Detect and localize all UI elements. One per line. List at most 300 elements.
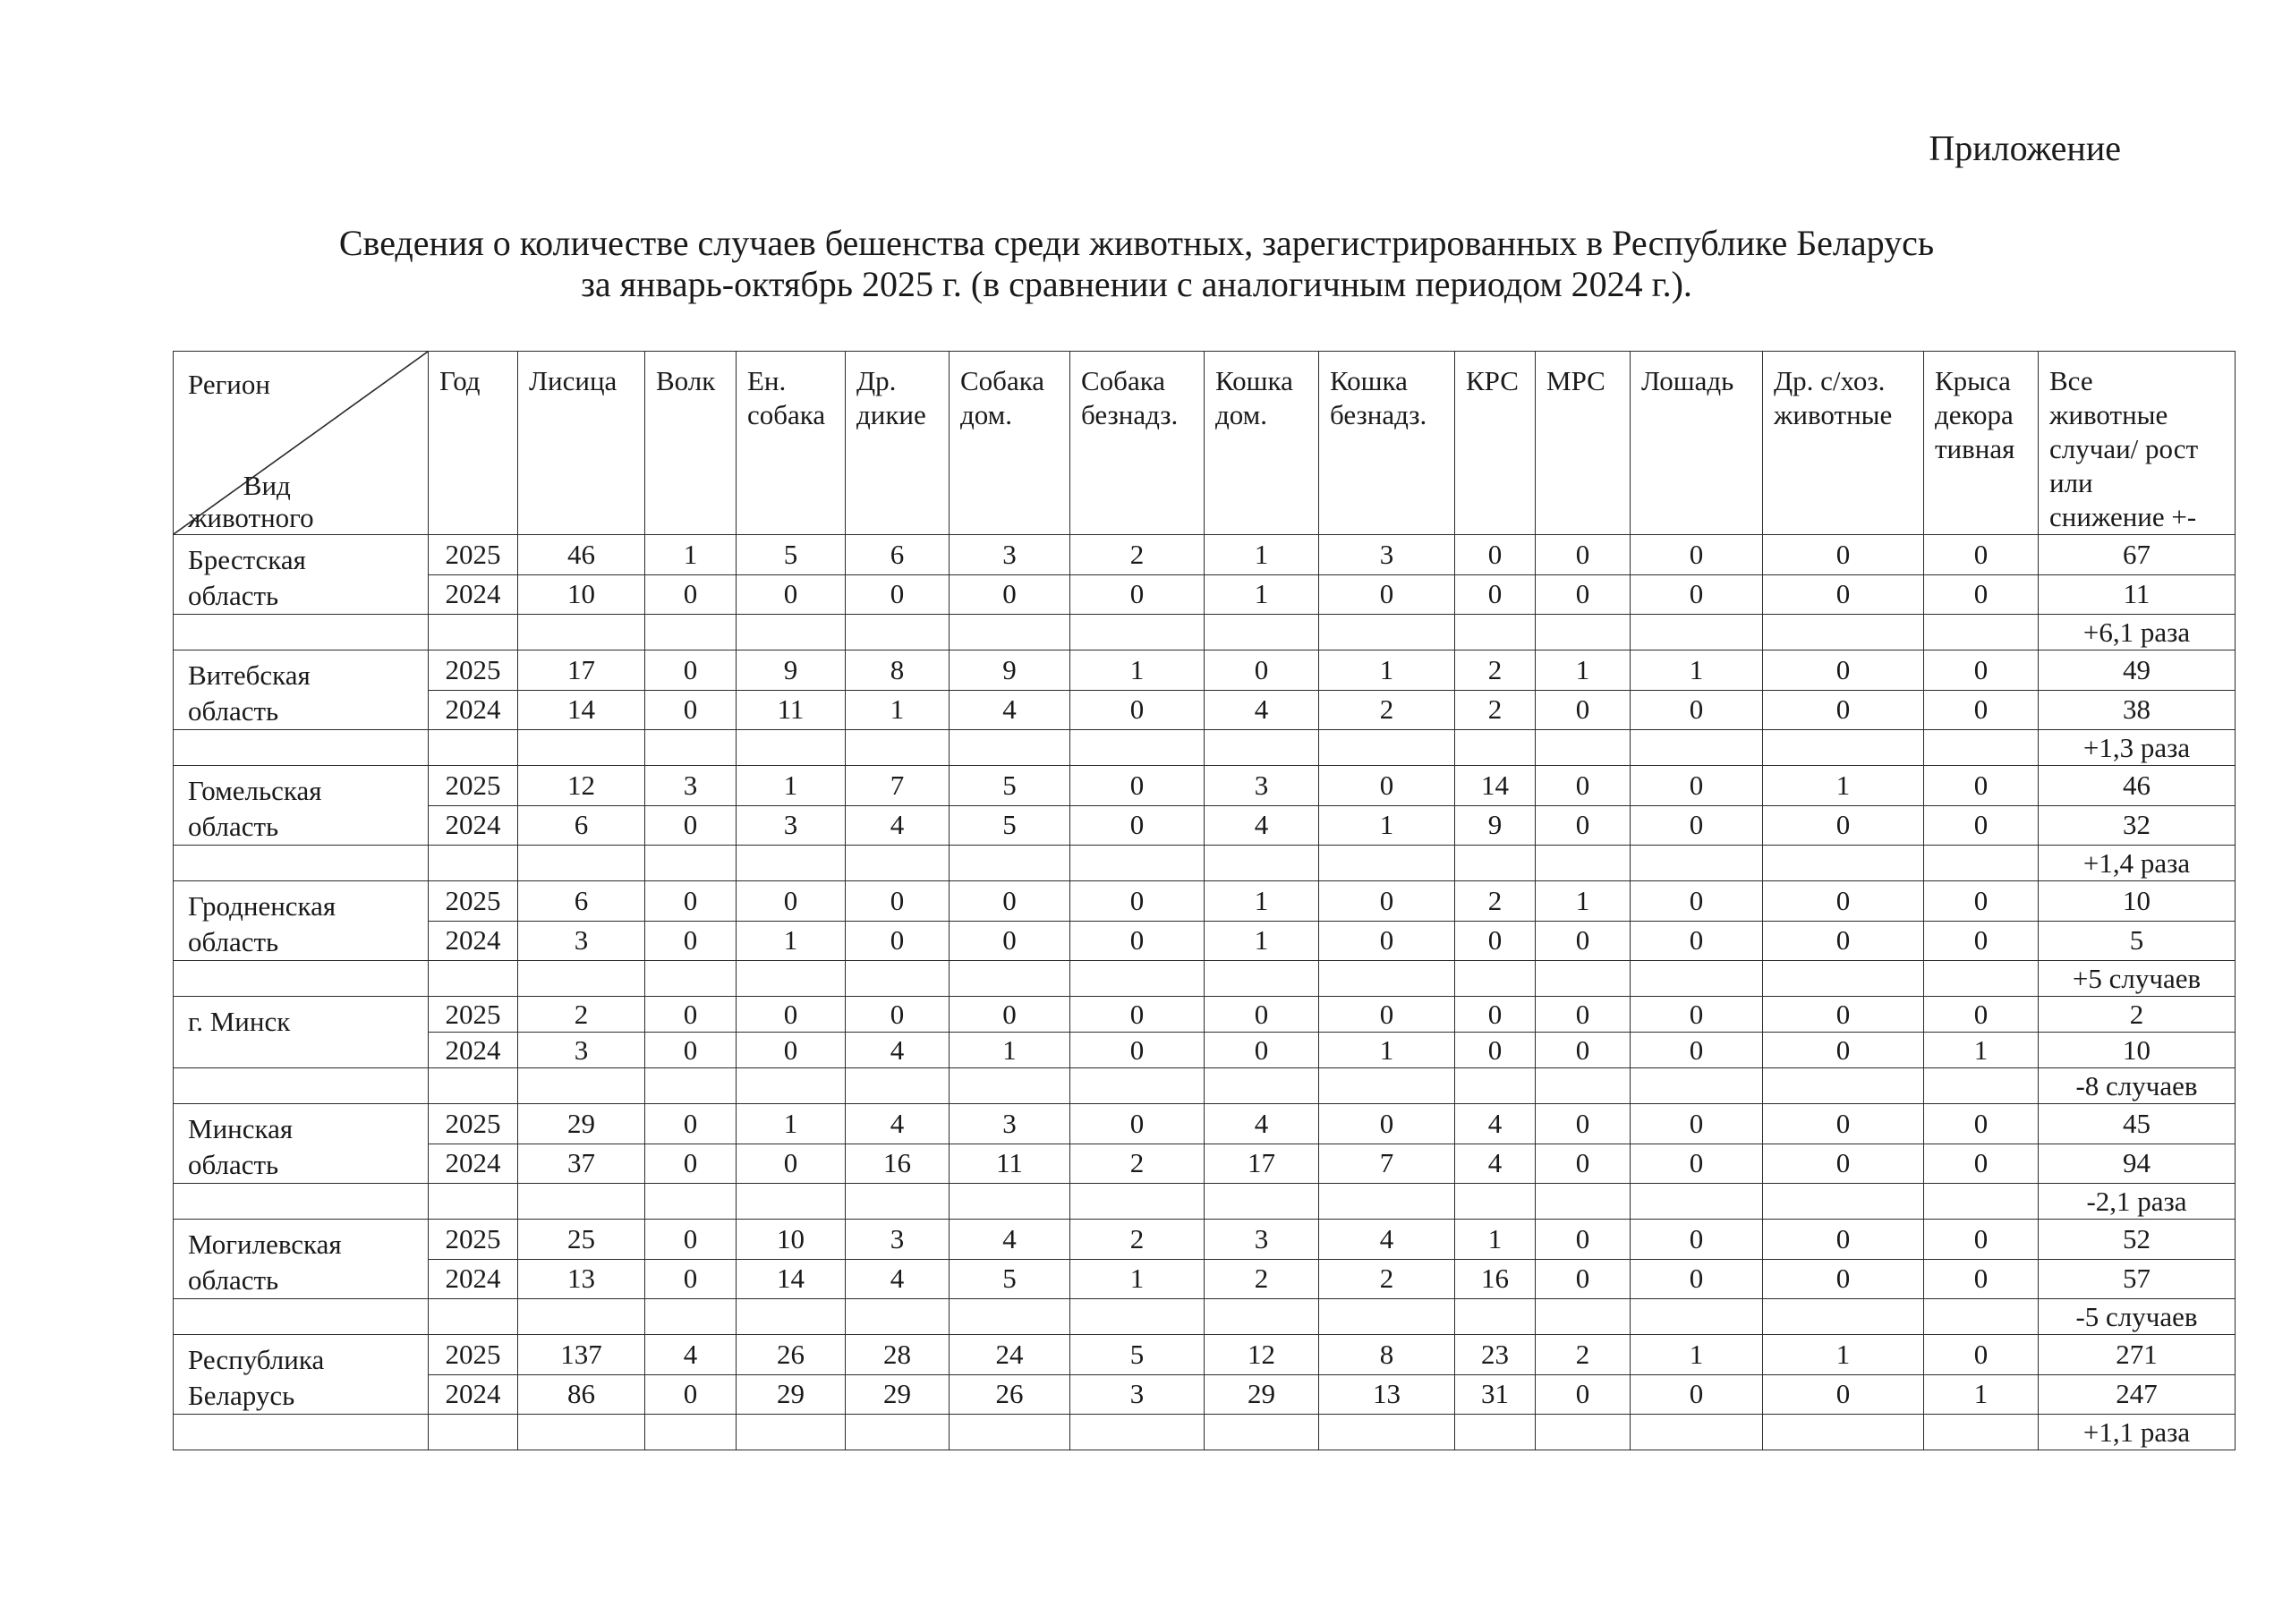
empty-cell: [1070, 846, 1205, 881]
empty-cell: [1205, 730, 1319, 766]
empty-cell: [1205, 1184, 1319, 1220]
value-cell: 1: [1319, 650, 1455, 691]
empty-cell: [846, 846, 950, 881]
value-cell: 26: [737, 1335, 846, 1375]
header-column-line: КРС: [1466, 365, 1519, 396]
header-region: Регион: [188, 369, 270, 400]
value-cell: 10: [737, 1220, 846, 1260]
empty-cell: [1631, 961, 1763, 997]
value-cell: 3: [518, 1033, 645, 1068]
value-cell: 11: [737, 690, 846, 730]
change-cell: -2,1 раза: [2039, 1184, 2236, 1220]
value-cell: 1: [1455, 1220, 1536, 1260]
change-cell: +1,3 раза: [2039, 730, 2236, 766]
table-row: [174, 921, 2236, 961]
value-cell: 4: [1205, 690, 1319, 730]
value-cell: 0: [1631, 921, 1763, 961]
value-cell: 4: [1455, 1144, 1536, 1184]
value-cell: 2: [1319, 1259, 1455, 1299]
region-name: [174, 1335, 429, 1415]
empty-cell: [1631, 1415, 1763, 1450]
value-cell: 2: [518, 997, 645, 1033]
value-cell: 28: [846, 1335, 950, 1375]
value-cell: 1: [1924, 1033, 2039, 1068]
change-row: [174, 961, 2236, 997]
change-cell: +5 случаев: [2039, 961, 2236, 997]
value-cell: 0: [737, 1033, 846, 1068]
value-cell: 29: [518, 1104, 645, 1144]
empty-cell: [1631, 846, 1763, 881]
value-cell: 0: [1536, 574, 1631, 615]
table-row: [174, 1104, 2236, 1144]
empty-cell: [1924, 730, 2039, 766]
value-cell: 4: [846, 1259, 950, 1299]
empty-cell: [518, 615, 645, 650]
value-cell: 4: [645, 1335, 737, 1375]
value-cell: 1: [1205, 574, 1319, 615]
value-cell: 0: [1536, 997, 1631, 1033]
value-cell: 0: [1924, 921, 2039, 961]
value-cell: 45: [2039, 1104, 2236, 1144]
value-cell: 9: [737, 650, 846, 691]
empty-cell: [1924, 615, 2039, 650]
change-cell: -8 случаев: [2039, 1068, 2236, 1104]
value-cell: 0: [1763, 1220, 1924, 1260]
header-column-line: Кошка: [1330, 365, 1408, 396]
value-cell: 1: [737, 766, 846, 806]
empty-cell: [1070, 615, 1205, 650]
value-cell: 2: [1319, 690, 1455, 730]
header-column-line: декора: [1935, 399, 2014, 430]
empty-cell: [950, 615, 1070, 650]
empty-cell: [737, 1299, 846, 1335]
empty-cell: [429, 730, 518, 766]
table-row: [174, 1259, 2236, 1299]
header-column-line: собака: [747, 399, 826, 430]
value-cell: 2: [1536, 1335, 1631, 1375]
empty-cell: [174, 615, 429, 650]
value-cell: 0: [1924, 1259, 2039, 1299]
region-name-line: Гродненская: [188, 890, 336, 922]
header-column-line: Все: [2049, 365, 2093, 396]
region-name: [174, 766, 429, 846]
value-cell: 0: [1319, 881, 1455, 922]
value-cell: 0: [1763, 1033, 1924, 1068]
header-column-line: МРС: [1546, 365, 1605, 396]
value-cell: 14: [737, 1259, 846, 1299]
header-column: [518, 352, 645, 535]
value-cell: 9: [950, 650, 1070, 691]
value-cell: 0: [1536, 535, 1631, 575]
document-title-line-2: за январь-октябрь 2025 г. (в сравнении с аналогичным периодом 2024 г.).: [581, 264, 1692, 304]
header-year: Год: [429, 352, 518, 535]
year-cell: 2025: [429, 1104, 518, 1144]
empty-cell: [1319, 1184, 1455, 1220]
year-cell: 2025: [429, 766, 518, 806]
value-cell: 0: [846, 921, 950, 961]
empty-cell: [1070, 1415, 1205, 1450]
value-cell: 0: [1763, 1259, 1924, 1299]
document-title-line-1: Сведения о количестве случаев бешенства среди животных, зарегистрированных в Республике Беларусь: [338, 223, 1935, 263]
empty-cell: [1631, 615, 1763, 650]
empty-cell: [1631, 1068, 1763, 1104]
value-cell: 37: [518, 1144, 645, 1184]
empty-cell: [1631, 730, 1763, 766]
value-cell: 0: [1205, 1033, 1319, 1068]
value-cell: 0: [737, 881, 846, 922]
value-cell: 4: [1319, 1220, 1455, 1260]
empty-cell: [1536, 1184, 1631, 1220]
header-column-line: безнадз.: [1330, 399, 1427, 430]
empty-cell: [1763, 615, 1924, 650]
header-kind-line-1: Вид: [243, 470, 291, 501]
appendix-label: Приложение: [1929, 128, 2121, 168]
empty-cell: [846, 1184, 950, 1220]
value-cell: 67: [2039, 535, 2236, 575]
year-cell: 2024: [429, 1033, 518, 1068]
value-cell: 0: [1070, 881, 1205, 922]
value-cell: 11: [950, 1144, 1070, 1184]
value-cell: 2: [2039, 997, 2236, 1033]
value-cell: 0: [1070, 1033, 1205, 1068]
value-cell: 4: [950, 1220, 1070, 1260]
empty-cell: [174, 1299, 429, 1335]
value-cell: 57: [2039, 1259, 2236, 1299]
value-cell: 5: [737, 535, 846, 575]
header-column-line: дом.: [1215, 399, 1268, 430]
empty-cell: [1205, 615, 1319, 650]
value-cell: 0: [1924, 1220, 2039, 1260]
value-cell: 2: [1455, 650, 1536, 691]
value-cell: 247: [2039, 1374, 2236, 1415]
value-cell: 46: [2039, 766, 2236, 806]
year-cell: 2024: [429, 1374, 518, 1415]
empty-cell: [645, 1415, 737, 1450]
header-column-line: животные: [2049, 399, 2168, 430]
empty-cell: [1319, 961, 1455, 997]
change-row: [174, 1068, 2236, 1104]
value-cell: 0: [737, 997, 846, 1033]
value-cell: 1: [1070, 1259, 1205, 1299]
table-row: [174, 1335, 2236, 1375]
value-cell: 29: [846, 1374, 950, 1415]
header-column-line: Др. с/хоз.: [1774, 365, 1886, 396]
region-name-line: область: [188, 926, 279, 957]
value-cell: 0: [1205, 997, 1319, 1033]
empty-cell: [846, 1415, 950, 1450]
header-column: [950, 352, 1070, 535]
value-cell: 5: [2039, 921, 2236, 961]
region-name-line: Беларусь: [188, 1380, 295, 1411]
value-cell: 0: [1763, 535, 1924, 575]
value-cell: 0: [1455, 535, 1536, 575]
header-column: [645, 352, 737, 535]
value-cell: 1: [846, 690, 950, 730]
empty-cell: [645, 615, 737, 650]
value-cell: 0: [1763, 997, 1924, 1033]
table-row: [174, 1220, 2236, 1260]
empty-cell: [1924, 1068, 2039, 1104]
empty-cell: [1070, 730, 1205, 766]
value-cell: 137: [518, 1335, 645, 1375]
empty-cell: [645, 1299, 737, 1335]
value-cell: 0: [1070, 921, 1205, 961]
value-cell: 0: [645, 805, 737, 846]
year-cell: 2024: [429, 574, 518, 615]
value-cell: 0: [1763, 650, 1924, 691]
region-name-line: Минская: [188, 1113, 294, 1144]
year-cell: 2025: [429, 535, 518, 575]
value-cell: 0: [1070, 690, 1205, 730]
table-row: [174, 535, 2236, 575]
year-cell: 2025: [429, 650, 518, 691]
value-cell: 0: [1536, 766, 1631, 806]
value-cell: 0: [645, 1104, 737, 1144]
year-cell: 2024: [429, 1259, 518, 1299]
value-cell: 10: [518, 574, 645, 615]
value-cell: 2: [1070, 1220, 1205, 1260]
value-cell: 0: [950, 997, 1070, 1033]
year-cell: 2024: [429, 690, 518, 730]
empty-cell: [1455, 1068, 1536, 1104]
region-name-line: Брестская: [188, 544, 306, 575]
value-cell: 3: [950, 535, 1070, 575]
value-cell: 29: [737, 1374, 846, 1415]
empty-cell: [518, 846, 645, 881]
region-name-line: область: [188, 580, 279, 611]
table-row: [174, 650, 2236, 691]
table-row: [174, 766, 2236, 806]
value-cell: 8: [1319, 1335, 1455, 1375]
empty-cell: [518, 1299, 645, 1335]
year-cell: 2025: [429, 997, 518, 1033]
header-column: [846, 352, 950, 535]
value-cell: 13: [518, 1259, 645, 1299]
value-cell: 1: [1070, 650, 1205, 691]
value-cell: 0: [1536, 1374, 1631, 1415]
empty-cell: [1319, 1415, 1455, 1450]
value-cell: 0: [950, 881, 1070, 922]
empty-cell: [737, 1068, 846, 1104]
value-cell: 49: [2039, 650, 2236, 691]
table-header-row: [174, 352, 2236, 535]
value-cell: 29: [1205, 1374, 1319, 1415]
empty-cell: [1205, 846, 1319, 881]
value-cell: 9: [1455, 805, 1536, 846]
value-cell: 1: [1631, 1335, 1763, 1375]
value-cell: 0: [1763, 690, 1924, 730]
value-cell: 8: [846, 650, 950, 691]
empty-cell: [429, 1299, 518, 1335]
header-column-line: дом.: [960, 399, 1013, 430]
empty-cell: [1455, 846, 1536, 881]
change-row: [174, 1184, 2236, 1220]
value-cell: 0: [1763, 805, 1924, 846]
value-cell: 0: [1319, 921, 1455, 961]
table-row: [174, 1144, 2236, 1184]
value-cell: 12: [518, 766, 645, 806]
empty-cell: [518, 730, 645, 766]
value-cell: 5: [950, 1259, 1070, 1299]
value-cell: 0: [950, 921, 1070, 961]
empty-cell: [174, 961, 429, 997]
empty-cell: [1763, 1068, 1924, 1104]
header-column: [1205, 352, 1319, 535]
table-row: [174, 690, 2236, 730]
value-cell: 25: [518, 1220, 645, 1260]
value-cell: 0: [1319, 997, 1455, 1033]
header-column-line: снижение +-: [2049, 501, 2197, 532]
value-cell: 0: [1631, 1144, 1763, 1184]
empty-cell: [1924, 961, 2039, 997]
empty-cell: [1924, 1299, 2039, 1335]
value-cell: 2: [1205, 1259, 1319, 1299]
header-column: [1763, 352, 1924, 535]
empty-cell: [1631, 1184, 1763, 1220]
value-cell: 0: [1536, 1033, 1631, 1068]
value-cell: 3: [645, 766, 737, 806]
value-cell: 0: [645, 1374, 737, 1415]
empty-cell: [1205, 1415, 1319, 1450]
region-name: [174, 650, 429, 730]
empty-cell: [518, 1415, 645, 1450]
value-cell: 5: [950, 766, 1070, 806]
empty-cell: [1763, 1184, 1924, 1220]
value-cell: 0: [1319, 766, 1455, 806]
empty-cell: [518, 1068, 645, 1104]
value-cell: 4: [1455, 1104, 1536, 1144]
change-cell: +6,1 раза: [2039, 615, 2236, 650]
value-cell: 1: [1631, 650, 1763, 691]
value-cell: 0: [1924, 574, 2039, 615]
change-row: [174, 1299, 2236, 1335]
value-cell: 0: [1631, 1104, 1763, 1144]
empty-cell: [1455, 730, 1536, 766]
empty-cell: [737, 846, 846, 881]
value-cell: 0: [1536, 921, 1631, 961]
value-cell: 32: [2039, 805, 2236, 846]
value-cell: 3: [518, 921, 645, 961]
empty-cell: [174, 1068, 429, 1104]
empty-cell: [1763, 730, 1924, 766]
value-cell: 0: [950, 574, 1070, 615]
value-cell: 0: [1070, 574, 1205, 615]
value-cell: 16: [1455, 1259, 1536, 1299]
value-cell: 0: [1763, 574, 1924, 615]
value-cell: 271: [2039, 1335, 2236, 1375]
empty-cell: [1455, 1184, 1536, 1220]
table-row: [174, 1374, 2236, 1415]
region-name: [174, 881, 429, 961]
empty-cell: [1924, 1184, 2039, 1220]
value-cell: 1: [950, 1033, 1070, 1068]
header-kind-line-2: животного: [188, 502, 314, 533]
header-column-line: дикие: [856, 399, 926, 430]
header-column-line: тивная: [1935, 433, 2015, 464]
empty-cell: [645, 1184, 737, 1220]
value-cell: 1: [737, 1104, 846, 1144]
empty-cell: [429, 846, 518, 881]
value-cell: 0: [645, 574, 737, 615]
value-cell: 0: [1536, 1259, 1631, 1299]
region-name: [174, 1220, 429, 1299]
value-cell: 0: [1319, 1104, 1455, 1144]
value-cell: 46: [518, 535, 645, 575]
empty-cell: [737, 1415, 846, 1450]
value-cell: 0: [1536, 805, 1631, 846]
empty-cell: [1455, 961, 1536, 997]
header-animal-kind: [188, 470, 314, 534]
value-cell: 0: [737, 574, 846, 615]
value-cell: 11: [2039, 574, 2236, 615]
empty-cell: [1455, 615, 1536, 650]
table-row: [174, 1033, 2236, 1068]
value-cell: 0: [1631, 766, 1763, 806]
value-cell: 0: [1319, 574, 1455, 615]
year-cell: 2025: [429, 881, 518, 922]
value-cell: 4: [1205, 805, 1319, 846]
value-cell: 3: [737, 805, 846, 846]
empty-cell: [645, 846, 737, 881]
value-cell: 6: [846, 535, 950, 575]
empty-cell: [950, 1068, 1070, 1104]
value-cell: 0: [1631, 1033, 1763, 1068]
change-cell: -5 случаев: [2039, 1299, 2236, 1335]
value-cell: 0: [846, 881, 950, 922]
empty-cell: [1536, 615, 1631, 650]
value-cell: 0: [645, 1220, 737, 1260]
value-cell: 0: [1924, 650, 2039, 691]
value-cell: 1: [1763, 766, 1924, 806]
value-cell: 0: [1763, 881, 1924, 922]
empty-cell: [645, 730, 737, 766]
empty-cell: [1319, 846, 1455, 881]
header-column: [2039, 352, 2236, 535]
value-cell: 1: [1763, 1335, 1924, 1375]
empty-cell: [645, 1068, 737, 1104]
region-name-line: область: [188, 695, 279, 727]
empty-cell: [1319, 1068, 1455, 1104]
header-column: [1319, 352, 1455, 535]
value-cell: 0: [846, 574, 950, 615]
empty-cell: [429, 1068, 518, 1104]
header-column-line: Др.: [856, 365, 897, 396]
value-cell: 0: [1924, 535, 2039, 575]
value-cell: 3: [950, 1104, 1070, 1144]
value-cell: 0: [1763, 1104, 1924, 1144]
header-column-line: случаи/ рост: [2049, 433, 2199, 464]
value-cell: 0: [1631, 881, 1763, 922]
value-cell: 2: [1455, 881, 1536, 922]
value-cell: 0: [1631, 805, 1763, 846]
value-cell: 0: [645, 1144, 737, 1184]
value-cell: 6: [518, 805, 645, 846]
value-cell: 0: [1536, 690, 1631, 730]
change-row: [174, 730, 2236, 766]
value-cell: 17: [1205, 1144, 1319, 1184]
header-column: [1070, 352, 1205, 535]
header-column-line: Лошадь: [1641, 365, 1734, 396]
empty-cell: [1205, 1299, 1319, 1335]
value-cell: 1: [1536, 650, 1631, 691]
year-cell: 2024: [429, 805, 518, 846]
header-column-line: Лисица: [529, 365, 617, 396]
empty-cell: [1070, 1184, 1205, 1220]
empty-cell: [518, 961, 645, 997]
value-cell: 0: [645, 1259, 737, 1299]
value-cell: 0: [1631, 574, 1763, 615]
year-cell: 2025: [429, 1220, 518, 1260]
